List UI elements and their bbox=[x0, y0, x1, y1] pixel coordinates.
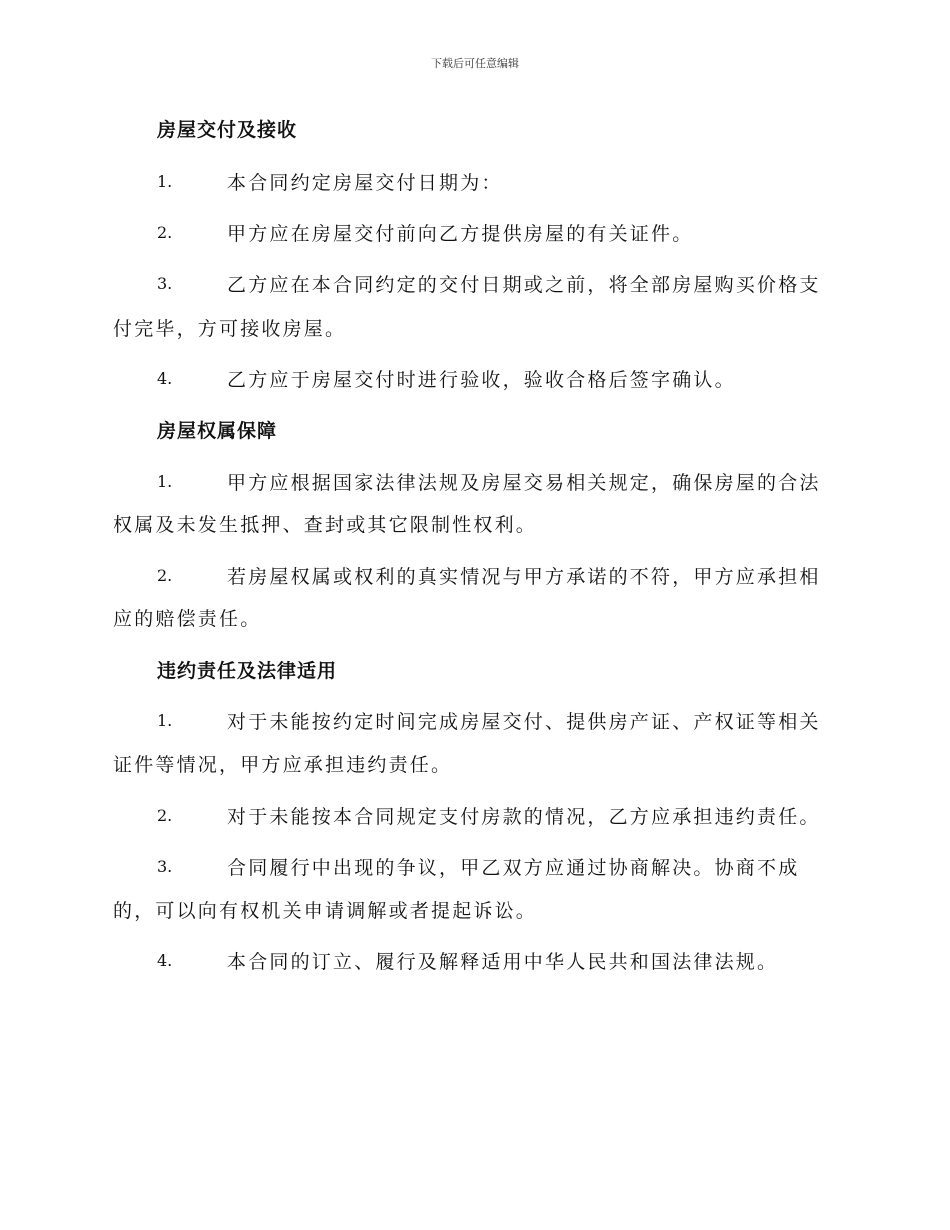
item-text: 合同履行中出现的争议，甲乙双方应通过协商解决。协商不成 bbox=[227, 857, 800, 879]
item-text-continued: 付完毕，方可接收房屋。 bbox=[113, 318, 347, 340]
item-number: 1. bbox=[157, 711, 173, 730]
item-text: 甲方应根据国家法律法规及房屋交易相关规定，确保房屋的合法 bbox=[227, 472, 821, 494]
item-text: 对于未能按约定时间完成房屋交付、提供房产证、产权证等相关 bbox=[227, 711, 821, 733]
item-text: 若房屋权属或权利的真实情况与甲方承诺的不符，甲方应承担相 bbox=[227, 566, 821, 588]
item-text-continued: 证件等情况，甲方应承担违约责任。 bbox=[113, 754, 453, 776]
item-number: 1. bbox=[157, 172, 173, 191]
item-number: 2. bbox=[157, 806, 173, 825]
item-number: 4. bbox=[157, 369, 173, 388]
item-text: 本合同约定房屋交付日期为： bbox=[227, 172, 503, 194]
item-text-continued: 的，可以向有权机关申请调解或者提起诉讼。 bbox=[113, 900, 538, 922]
item-text-continued: 权属及未发生抵押、查封或其它限制性权利。 bbox=[113, 514, 538, 536]
item-text: 对于未能按本合同规定支付房款的情况，乙方应承担违约责任。 bbox=[227, 806, 821, 828]
item-text-continued: 应的赔偿责任。 bbox=[113, 608, 262, 630]
section-title-ownership: 房屋权属保障 bbox=[157, 420, 278, 442]
item-text: 乙方应于房屋交付时进行验收，验收合格后签字确认。 bbox=[227, 369, 736, 391]
item-number: 4. bbox=[157, 951, 173, 970]
item-number: 3. bbox=[157, 274, 173, 293]
item-number: 2. bbox=[157, 223, 173, 242]
page-header: 下载后可任意编辑 bbox=[431, 57, 519, 70]
item-number: 2. bbox=[157, 566, 173, 585]
section-title-delivery: 房屋交付及接收 bbox=[157, 119, 298, 141]
item-text: 甲方应在房屋交付前向乙方提供房屋的有关证件。 bbox=[227, 223, 694, 245]
item-number: 1. bbox=[157, 472, 173, 491]
item-text: 本合同的订立、履行及解释适用中华人民共和国法律法规。 bbox=[227, 951, 779, 973]
section-title-liability: 违约责任及法律适用 bbox=[157, 660, 338, 682]
item-number: 3. bbox=[157, 857, 173, 876]
item-text: 乙方应在本合同约定的交付日期或之前，将全部房屋购买价格支 bbox=[227, 274, 821, 296]
